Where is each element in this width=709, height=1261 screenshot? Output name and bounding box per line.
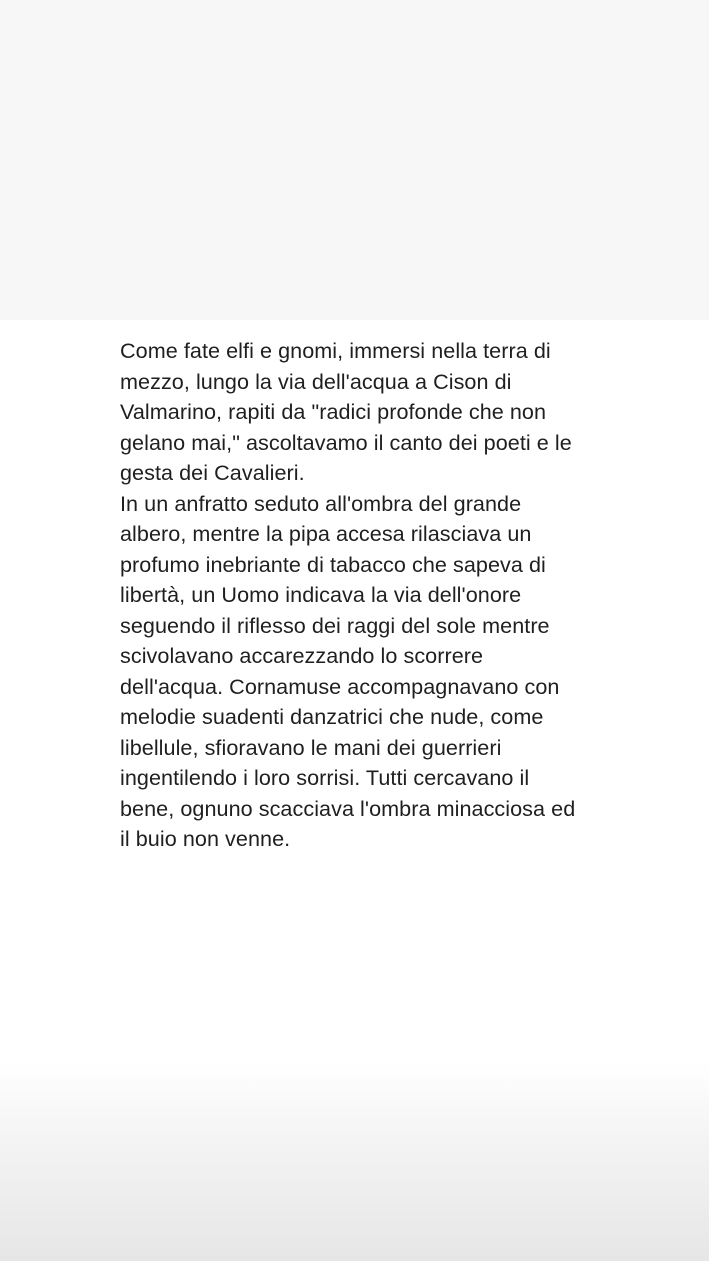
story-line: bene, ognuno scacciava l'ombra minacciosa ed [120, 795, 576, 821]
story-line: libellule, sfioravano le mani dei guerrieri [120, 734, 502, 760]
story-text [120, 336, 640, 855]
story-line: Valmarino, rapiti da "radici profonde che non [120, 399, 547, 424]
story-line: albero, mentre la pipa accesa rilasciava un [120, 521, 532, 546]
story-line: melodie suadenti danzatrici che nude, come [120, 704, 544, 729]
story-line: mezzo, lungo la via dell'acqua a Cison di [120, 368, 512, 394]
story-line: dell'acqua. Cornamuse accompagnavano con [120, 673, 560, 699]
story-line: seguendo il riflesso dei raggi del sole mentre [120, 612, 550, 638]
story-line: gesta dei Cavalieri. [120, 460, 305, 485]
story-line: profumo inebriante di tabacco che sapeva di [120, 551, 546, 577]
story-background-bottom [0, 955, 709, 1261]
story-background-top [0, 0, 709, 320]
story-line: libertà, un Uomo indicava la via dell'onore [120, 582, 522, 607]
story-line: In un anfratto seduto all'ombra del grande [120, 490, 522, 516]
story-line: il buio non venne. [120, 826, 291, 851]
story-line: gelano mai," ascoltavamo il canto dei poeti e le [120, 429, 572, 455]
story-line: Come fate elfi e gnomi, immersi nella terra di [120, 338, 551, 363]
story-line: scivolavano accarezzando lo scorrere [120, 643, 484, 668]
story-line: ingentilendo i loro sorrisi. Tutti cercavano il [120, 765, 530, 790]
